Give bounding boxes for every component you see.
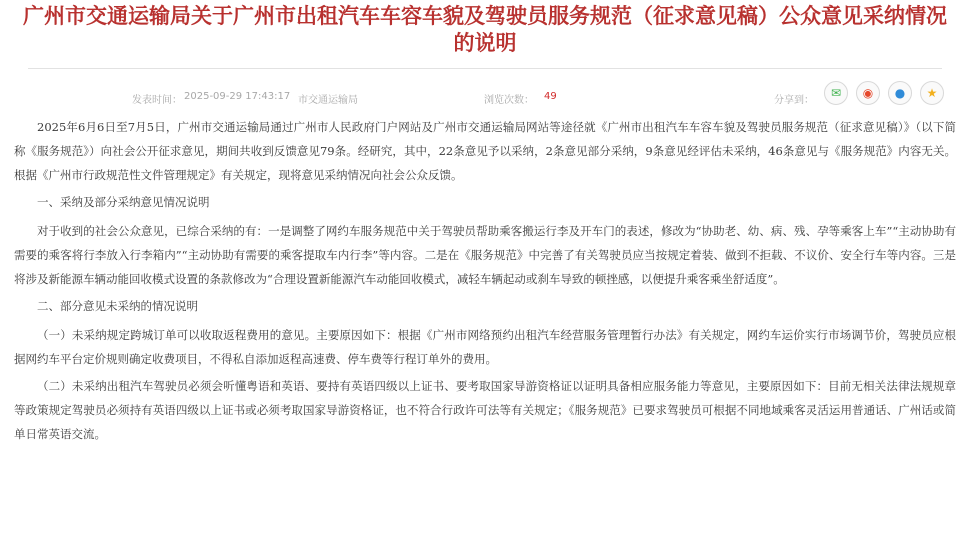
blurred-overlay xyxy=(410,502,528,524)
favorite-star-icon[interactable]: ★ xyxy=(920,81,944,105)
article-body xyxy=(14,115,956,446)
paragraph-not-adopted-2: （二）未采纳出租汽车驾驶员必须会听懂粤语和英语、要持有英语四级以上证书、要考取国家导游资格证以证明具备相应服务能力等意见，主要原因如下：目前无相关法律法规规章等政策规定驾驶员必须持有英语四级以上证书或必须考取国家导游资格证，也不符合行政许可法等有关规定；《服务规范》已要求驾驶员可根据不同地域乘客灵活运用普通话、广州话或简单日常英语交流。 xyxy=(14,379,956,441)
paragraph-not-adopted-1: （一）未采纳规定跨城订单可以收取返程费用的意见。主要原因如下：根据《广州市网络预约出租汽车经营服务管理暂行办法》有关规定，网约车运价实行市场调节价，驾驶员应根据网约车平台定价规则确定收费项目，不得私自添加返程高速费、停车费等行程订单外的费用。 xyxy=(14,328,956,366)
source-name[interactable]: 市交通运输局 xyxy=(298,95,358,106)
section-heading-not-adopted: 二、部分意见未采纳的情况说明 xyxy=(37,299,198,313)
article-title: 广州市交通运输局关于广州市出租汽车车容车貌及驾驶员服务规范（征求意见稿）公众意见采纳情况的说明 xyxy=(23,4,947,55)
paragraph-intro: 2025年6月6日至7月5日，广州市交通运输局通过广州市人民政府门户网站及广州市交通运输局网站等途径就《广州市出租汽车车容车貌及驾驶员服务规范（征求意见稿）》（以下简称《服务规范》）向社会公开征求意见，期间共收到反馈意见79条。经研究，其中，22条意见予以采纳，2条意见部分采纳，9条意见经评估未采纳，46条意见与《服务规范》内容无关。根据《广州市行政规范性文件管理规定》有关规定，现将意见采纳情况向社会公众反馈。 xyxy=(14,120,956,182)
weibo-icon[interactable]: ◉ xyxy=(856,81,880,105)
qq-icon[interactable]: ● xyxy=(888,81,912,105)
share-buttons xyxy=(824,81,944,105)
visit-count: 49 xyxy=(544,91,557,102)
visit-count-label: 浏览次数： xyxy=(484,95,534,106)
publish-time-label: 发表时间： xyxy=(132,95,182,106)
section-heading-adopted: 一、采纳及部分采纳意见情况说明 xyxy=(37,195,210,209)
article-meta xyxy=(0,69,970,111)
paragraph-adopted: 对于收到的社会公众意见，已综合采纳的有：一是调整了网约车服务规范中关于驾驶员帮助乘客搬运行李及开车门的表述，修改为“协助老、幼、病、残、孕等乘客上车”“主动协助有需要的乘客将行李放入行李箱内”“主动协助有需要的乘客提取车内行李”等内容。二是在《服务规范》中完善了有关驾驶员应当按规定着装、做到不拒载、不议价、安全行车等内容。三是将涉及新能源车辆动能回收模式设置的条款修改为“合理设置新能源汽车动能回收模式，减轻车辆起动或刹车导致的顿挫感，以便提升乘客乘坐舒适度”。 xyxy=(14,224,956,286)
publish-time: 2025-09-29 17:43:17 xyxy=(184,91,291,102)
share-label: 分享到： xyxy=(774,95,814,106)
wechat-icon[interactable]: ✉ xyxy=(824,81,848,105)
